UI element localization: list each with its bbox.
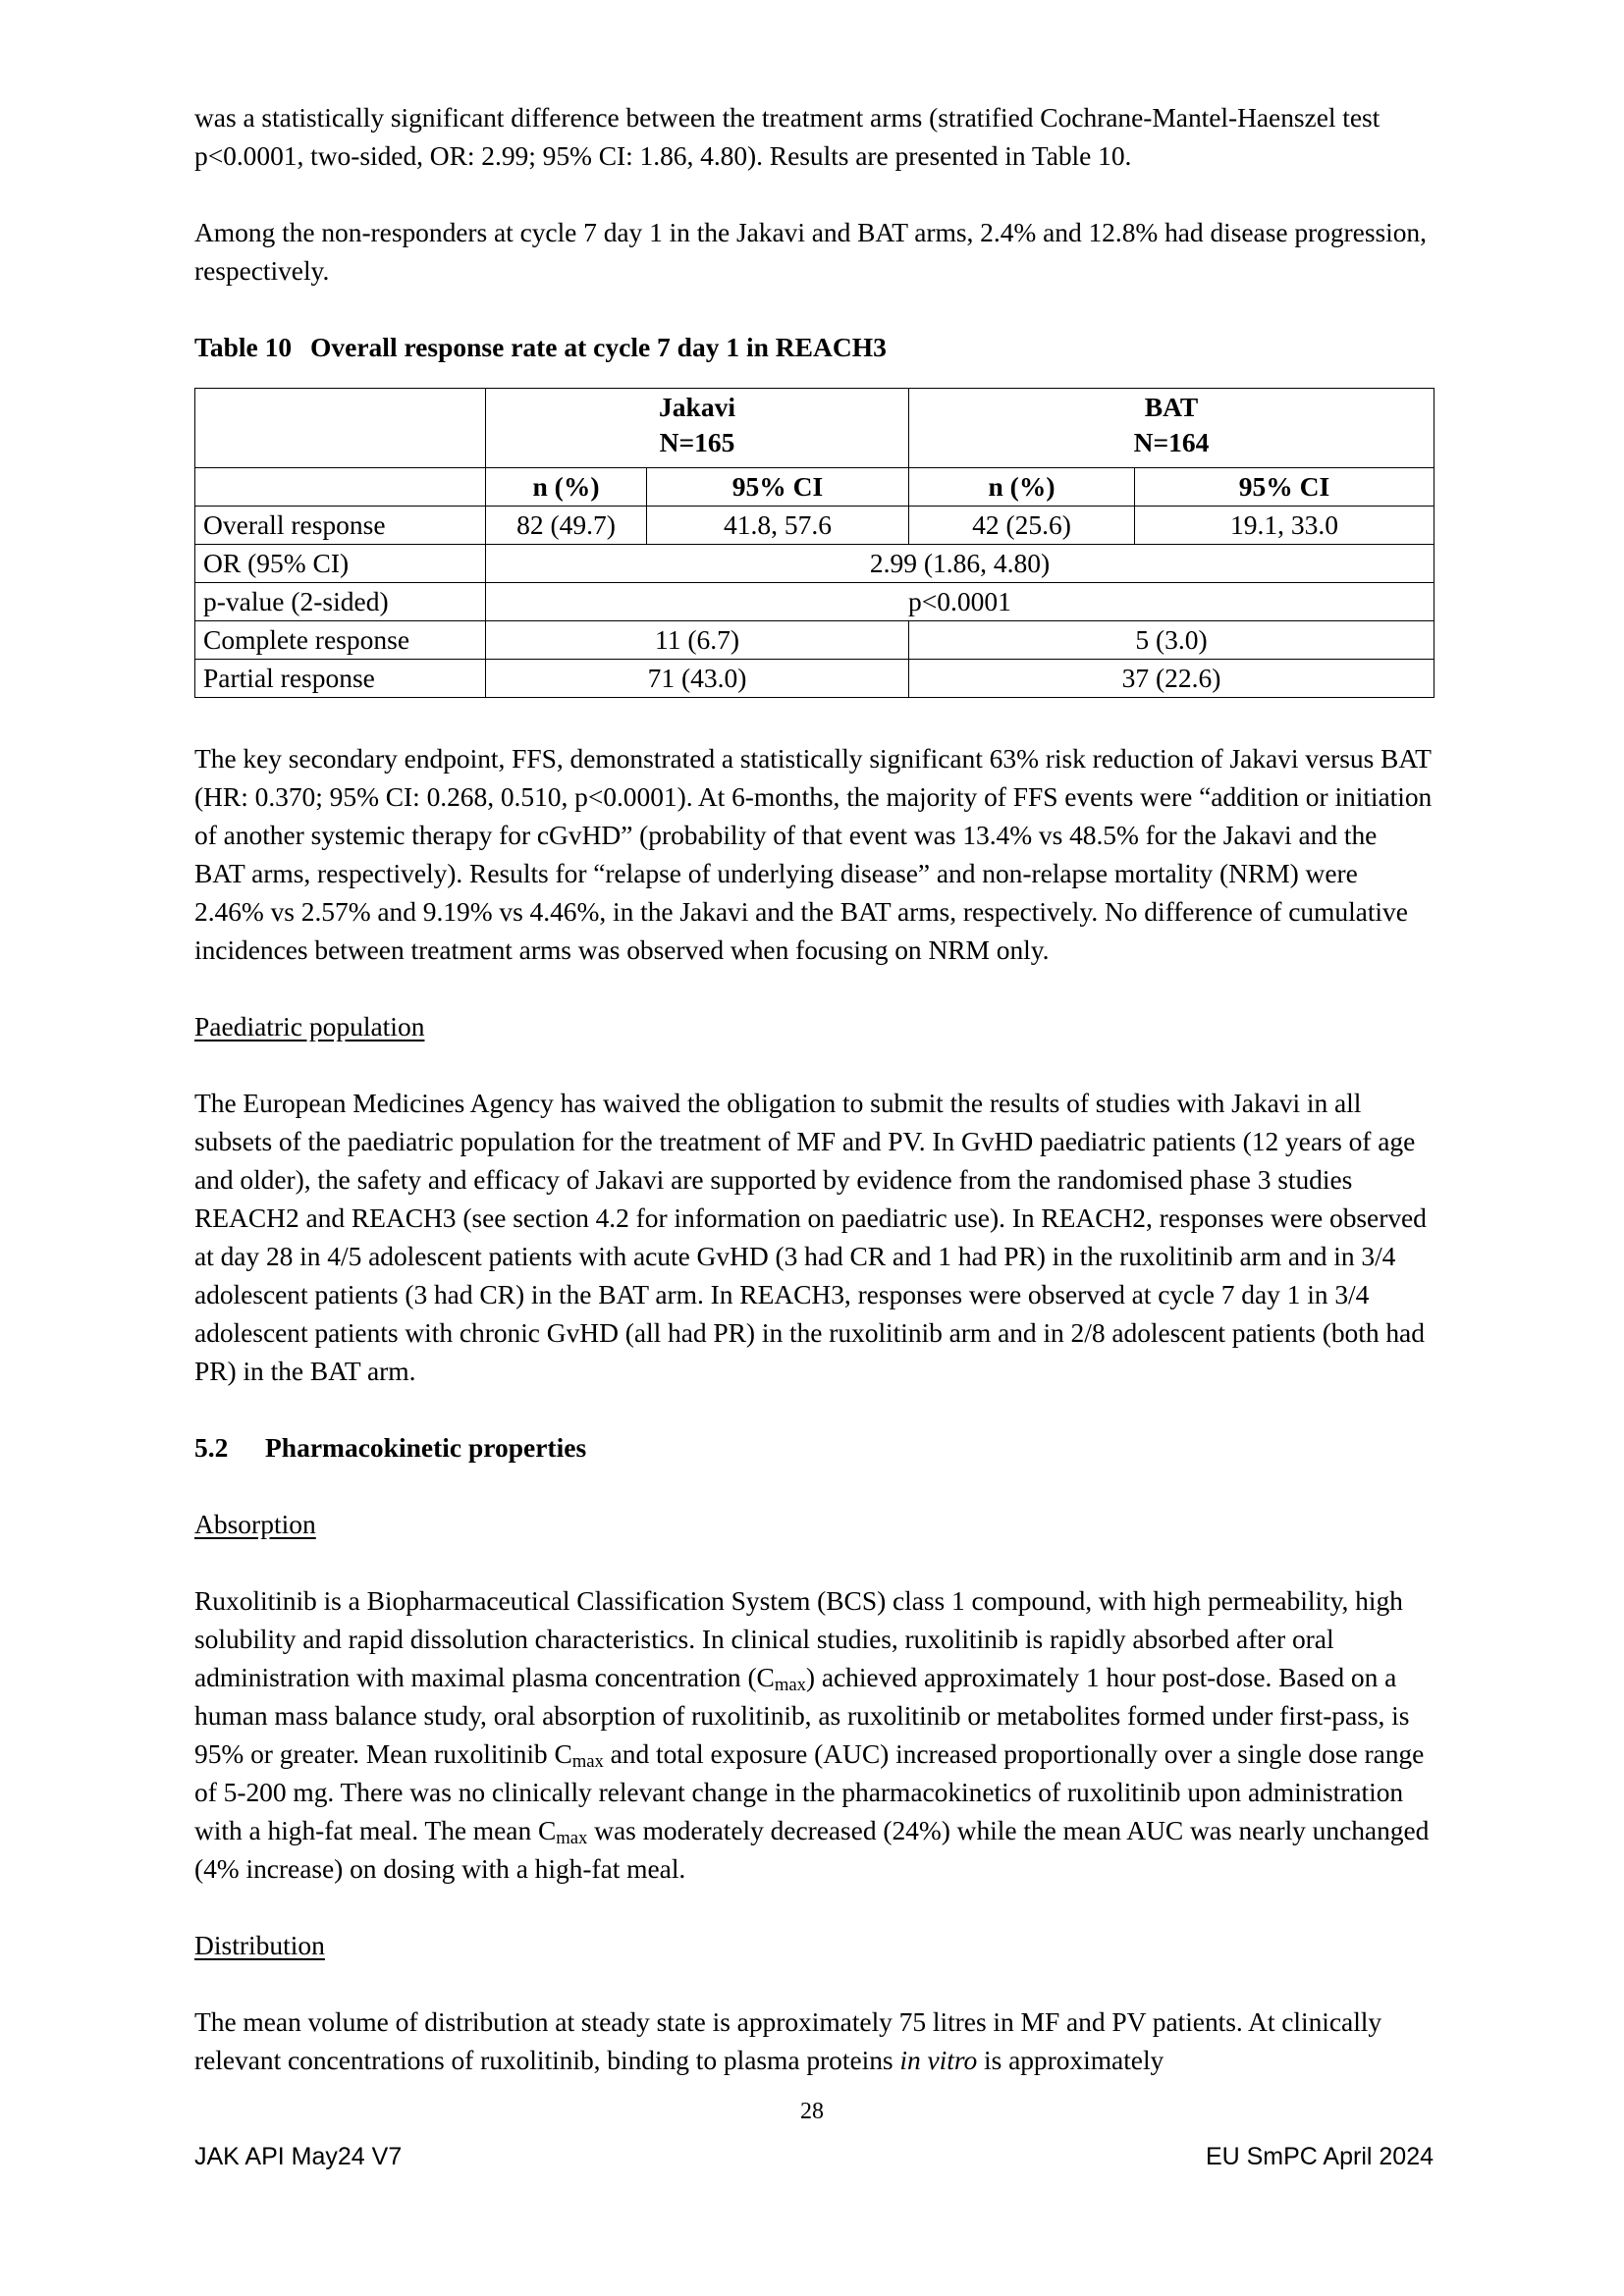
cmax-subscript-2: max [571, 1751, 604, 1773]
cell-or-value: 2.99 (1.86, 4.80) [486, 545, 1435, 583]
subheading-absorption: Absorption [194, 1509, 316, 1539]
row-label-partial-response: Partial response [195, 660, 486, 698]
subheader-jakavi-n-pct: n (%) [486, 468, 647, 507]
subheading-distribution-wrap [194, 1926, 1434, 1964]
subheader-bat-n-pct: n (%) [909, 468, 1135, 507]
group-header-jakavi-name: Jakavi [659, 392, 735, 422]
row-label-pvalue: p-value (2-sided) [195, 583, 486, 621]
group-header-jakavi [486, 389, 909, 468]
cell-complete-bat: 5 (3.0) [909, 621, 1435, 660]
table-caption [194, 328, 1434, 366]
cmax-subscript-3: max [556, 1828, 588, 1849]
cell-overall-jakavi-n: 82 (49.7) [486, 507, 647, 545]
group-header-bat-n: N=164 [1133, 427, 1210, 457]
table-subheader-row [195, 468, 1435, 507]
absorption-part3: and total exposure (AUC) increased proportionally over a single dose range of 5-200 mg. There was no clinically relevant change in the pharmacokinetics of ruxolitinib upon administration with a high-fat meal. The mean C [194, 1738, 1425, 1845]
table-corner-cell [195, 389, 486, 468]
group-header-bat [909, 389, 1435, 468]
paragraph-distribution [194, 2002, 1434, 2079]
table-caption-text: Overall response rate at cycle 7 day 1 in REACH3 [310, 332, 887, 362]
cell-overall-bat-n: 42 (25.6) [909, 507, 1135, 545]
table-row [195, 621, 1435, 660]
page-content [194, 98, 1434, 2079]
paragraph-non-responders: Among the non-responders at cycle 7 day 1 in the Jakavi and BAT arms, 2.4% and 12.8% had disease progression, respectively. [194, 217, 1427, 286]
subheading-distribution: Distribution [194, 1930, 325, 1960]
row-label-or: OR (95% CI) [195, 545, 486, 583]
footer-left-text: JAK API May24 V7 [194, 2143, 403, 2170]
section-number: 5.2 [194, 1432, 229, 1463]
subheader-jakavi-ci: 95% CI [647, 468, 909, 507]
paragraph-absorption [194, 1581, 1434, 1888]
absorption-part2: ) achieved approximately 1 hour post-dose. Based on a human mass balance study, oral absorption of ruxolitinib, as ruxolitinib or metabolites formed under first-pass, is 95% or greater. Mean ruxolitinib C [194, 1662, 1410, 1769]
table-caption-number: Table 10 [194, 332, 293, 362]
paragraph-ffs: The key secondary endpoint, FFS, demonstrated a statistically significant 63% risk reduction of Jakavi versus BAT (HR: 0.370; 95% CI: 0.268, 0.510, p<0.0001). At 6-months, the majority of FFS events were “addition or initiation of another systemic therapy for cGvHD” (probability of that event was 13.4% vs 48.5% for the Jakavi and the BAT arms, respectively). Results for “relapse of underlying disease” and non-relapse mortality (NRM) were 2.46% vs 2.57% and 9.19% vs 4.46%, in the Jakavi and the BAT arms, respectively. No difference of cumulative incidences between treatment arms was observed when focusing on NRM only. [194, 743, 1433, 965]
row-label-overall-response: Overall response [195, 507, 486, 545]
paragraph-paediatric: The European Medicines Agency has waived the obligation to submit the results of studies with Jakavi in all subsets of the paediatric population for the treatment of MF and PV. In GvHD paediatric patients (12 years of age and older), the safety and efficacy of Jakavi are supported by evidence from the randomised phase 3 studies REACH2 and REACH3 (see section 4.2 for information on paediatric use). In REACH2, responses were observed at day 28 in 4/5 adolescent patients with acute GvHD (3 had CR and 1 had PR) in the ruxolitinib arm and in 3/4 adolescent patients (3 had CR) in the BAT arm. In REACH3, responses were observed at cycle 7 day 1 in 3/4 adolescent patients with chronic GvHD (all had PR) in the ruxolitinib arm and in 2/8 adolescent patients (both had PR) in the BAT arm. [194, 1088, 1427, 1386]
table-row [195, 545, 1435, 583]
subheader-bat-ci: 95% CI [1135, 468, 1435, 507]
table-row [195, 660, 1435, 698]
cell-complete-jakavi: 11 (6.7) [486, 621, 909, 660]
cell-overall-jakavi-ci: 41.8, 57.6 [647, 507, 909, 545]
subheading-paediatric-population-wrap [194, 1007, 1434, 1045]
absorption-part4: was moderately decreased (24%) while the mean AUC was nearly unchanged (4% increase) on dosing with a high-fat meal. [194, 1815, 1430, 1884]
subheading-paediatric-population: Paediatric population [194, 1011, 425, 1041]
table-group-header-row [195, 389, 1435, 468]
cmax-subscript-1: max [774, 1675, 806, 1696]
section-heading-pharmacokinetic [194, 1428, 1434, 1467]
in-vitro-italic: in vitro [899, 2045, 978, 2075]
cell-overall-bat-ci: 19.1, 33.0 [1135, 507, 1435, 545]
cell-partial-bat: 37 (22.6) [909, 660, 1435, 698]
subheading-absorption-wrap [194, 1505, 1434, 1543]
distribution-part2: is approximately [977, 2045, 1164, 2075]
footer-right-text: EU SmPC April 2024 [1205, 2143, 1434, 2170]
overall-response-table [194, 388, 1435, 698]
cell-partial-jakavi: 71 (43.0) [486, 660, 909, 698]
row-label-complete-response: Complete response [195, 621, 486, 660]
distribution-part1: The mean volume of distribution at steady state is approximately 75 litres in MF and PV patients. At clinically relevant concentrations of ruxolitinib, binding to plasma proteins [194, 2006, 1382, 2075]
table-subheader-blank [195, 468, 486, 507]
group-header-jakavi-n: N=165 [659, 427, 735, 457]
section-title: Pharmacokinetic properties [265, 1432, 587, 1463]
table-row [195, 583, 1435, 621]
table-row [195, 507, 1435, 545]
absorption-part1: Ruxolitinib is a Biopharmaceutical Classification System (BCS) class 1 compound, with high permeability, high solubility and rapid dissolution characteristics. In clinical studies, ruxolitinib is rapidly absorbed after oral administration with maximal plasma concentration (C [194, 1585, 1403, 1692]
group-header-bat-name: BAT [1144, 392, 1199, 422]
cell-pvalue: p<0.0001 [486, 583, 1435, 621]
page-footer [194, 2142, 1434, 2171]
paragraph-intro: was a statistically significant difference between the treatment arms (stratified Cochrane-Mantel-Haenszel test p<0.0001, two-sided, OR: 2.99; 95% CI: 1.86, 4.80). Results are presented in Table 10. [194, 102, 1380, 171]
page-number: 28 [800, 2099, 824, 2124]
